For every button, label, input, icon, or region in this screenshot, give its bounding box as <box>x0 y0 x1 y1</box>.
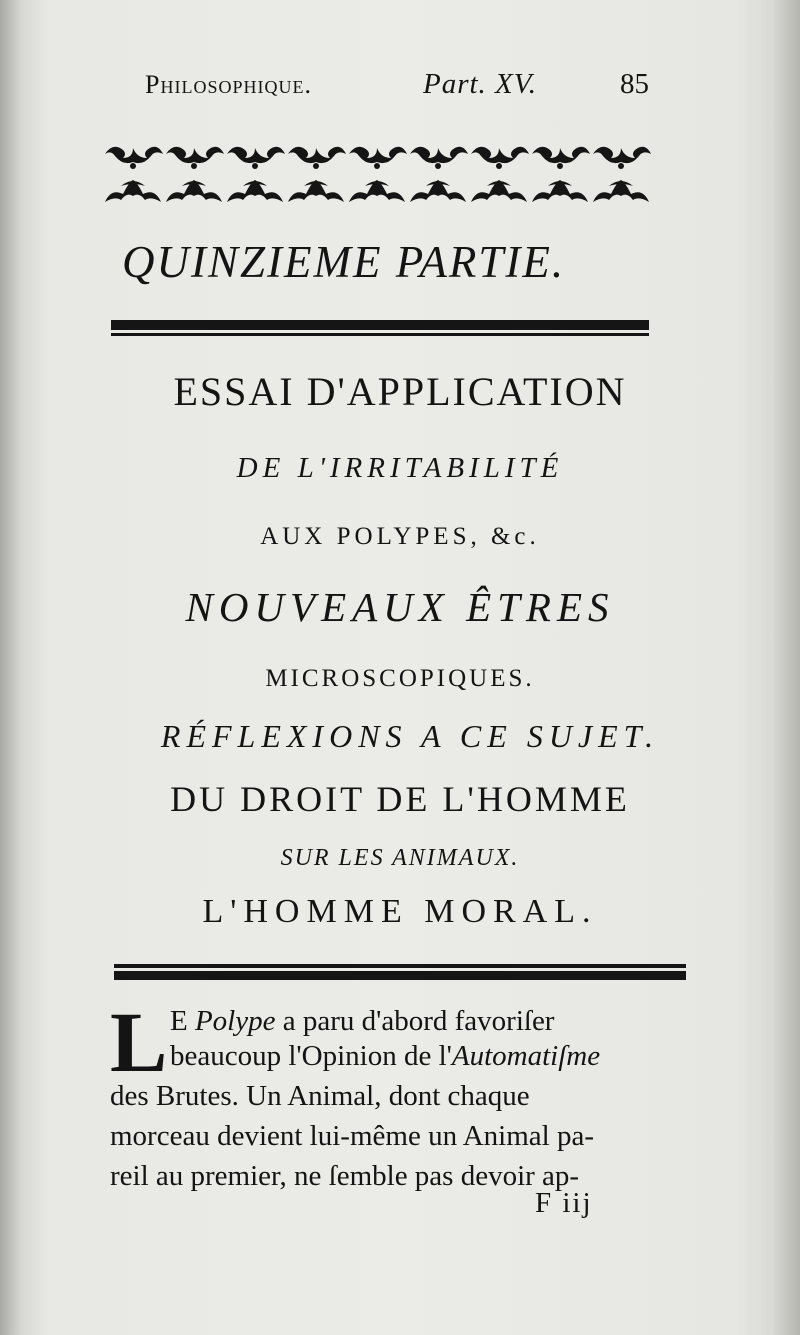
page-number: 85 <box>620 68 649 100</box>
heading-microscopiques: MICROSCOPIQUES. <box>265 665 535 692</box>
part-title: QUINZIEME PARTIE. <box>122 237 566 287</box>
body-line: reil au premier, ne ſemble pas devoir ap- <box>110 1160 580 1192</box>
page-edge-right <box>774 0 800 1335</box>
heading-essai: ESSAI D'APPLICATION <box>173 369 627 414</box>
page-edge-left <box>0 0 22 1335</box>
heading-homme-moral: L'HOMME MORAL. <box>202 893 598 930</box>
running-title: Philosophique. <box>145 70 312 99</box>
part-label: Part. XV. <box>423 68 537 100</box>
body-line: morceau devient lui-même un Animal pa- <box>110 1120 594 1152</box>
double-rule-top <box>111 318 649 338</box>
heading-nouveaux-etres: NOUVEAUX ÊTRES <box>185 584 615 630</box>
drop-cap: L <box>110 994 168 1090</box>
heading-droit-homme: DU DROIT DE L'HOMME <box>170 779 630 819</box>
body-line: E Polype a paru d'abord favoriſer <box>170 1005 555 1037</box>
heading-reflexions: RÉFLEXIONS A CE SUJET. <box>160 718 660 754</box>
double-rule-bottom <box>114 962 686 984</box>
page-header <box>145 66 665 110</box>
ornament-band <box>103 140 655 210</box>
heading-animaux: SUR LES ANIMAUX. <box>280 845 520 871</box>
signature-mark: F iij <box>535 1187 593 1219</box>
heading-polypes: AUX POLYPES, &c. <box>260 523 540 550</box>
heading-irritabilite: DE L'IRRITABILITÉ <box>236 452 564 484</box>
body-line: des Brutes. Un Animal, dont chaque <box>110 1080 530 1112</box>
body-line: beaucoup l'Opinion de l'Automatiſme <box>170 1040 601 1072</box>
